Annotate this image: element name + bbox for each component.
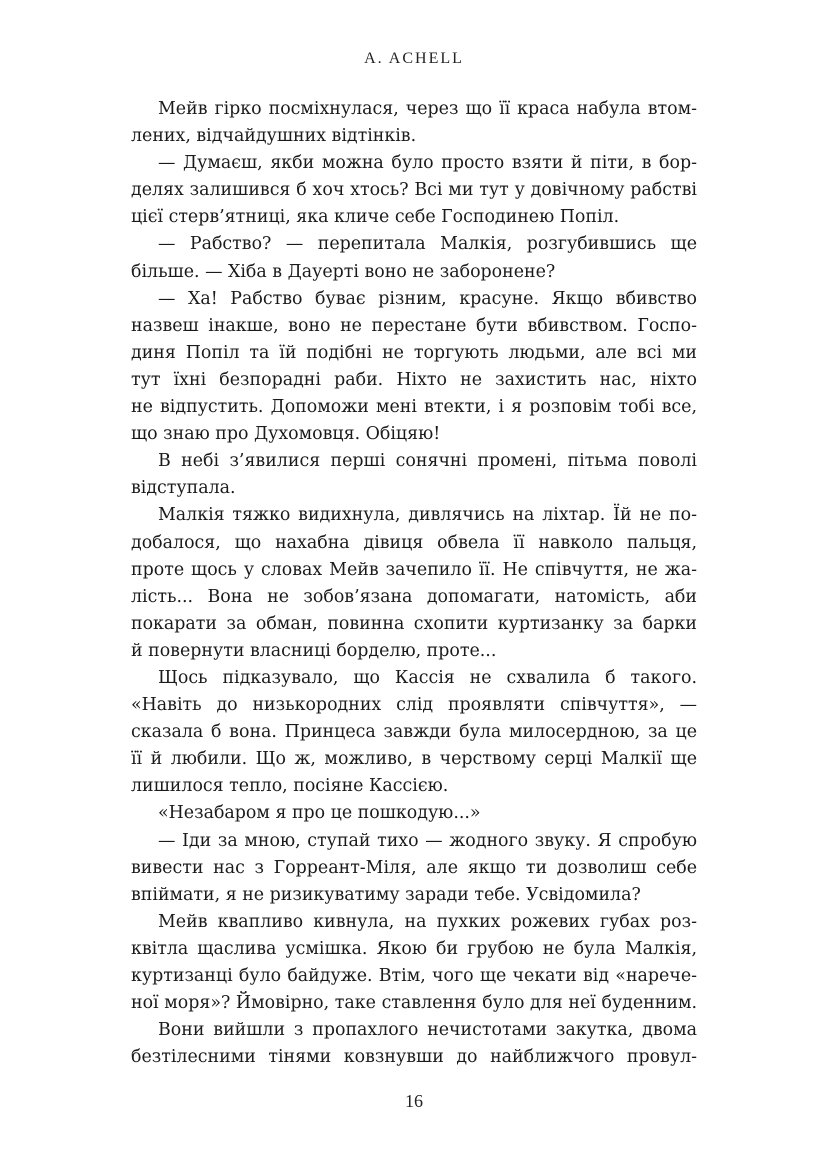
text-line: «Навіть до низькородних слід проявляти співчуття», — (131, 695, 697, 716)
text-line: Щось підказувало, що Кассія не схвалила б такого. (158, 667, 697, 688)
text-line: назвеш інакше, воно не перестане бути вбивством. Госпо- (131, 315, 697, 336)
text-line: Мейв квапливо кивнула, на пухких рожевих губах роз- (158, 911, 697, 932)
text-line: покарати за обман, повинна схопити куртизанку за барки (131, 613, 697, 634)
text-line: впіймати, я не ризикуватиму заради тебе. Усвідомила? (131, 884, 641, 905)
text-line: цієї стерв’ятниці, яка кличе себе Господинею Попіл. (131, 207, 620, 228)
text-line: Мейв гірко посміхнулася, через що її краса набула втом- (158, 99, 697, 119)
text-line: — Думаєш, якби можна було просто взяти й піти, в бор- (158, 153, 697, 174)
text-line: лишилося тепло, посіяне Кассією. (131, 776, 449, 797)
text-line: — Іди за мною, ступай тихо — жодного звуку. Я спробую (158, 830, 697, 851)
text-line: безтілесними тінями ковзнувши до найближчого провул- (131, 1047, 697, 1068)
text-line: добалося, що нахабна дівиця обвела її навколо пальця, (131, 532, 697, 553)
text-line: Вони вийшли з пропахлого нечистотами закутка, двома (158, 1020, 697, 1041)
text-line: вивести нас з Горреант-Міля, але якщо ти дозволиш себе (131, 857, 697, 878)
text-line: сказала б вона. Принцеса завжди була милосердною, за це (131, 722, 697, 743)
text-line: куртизанці було байдуже. Втім, чого ще чекати від «нарече- (131, 966, 697, 986)
text-line: не відпустить. Допоможи мені втекти, і я розповім тобі все, (131, 397, 697, 418)
text-line: лених, відчайдушних відтінків. (131, 126, 417, 147)
text-line: тут їхні безпорадні раби. Ніхто не захистить нас, ніхто (131, 369, 697, 390)
text-line: відступала. (131, 478, 236, 499)
running-head: A. ACHELL (364, 50, 464, 67)
text-line: лість... Вона не зобов’язана допомагати, натомість, аби (131, 586, 697, 607)
text-line: що знаю про Духомовця. Обіцяю! (131, 424, 441, 445)
text-line: делях залишився б хоч хтось? Всі ми тут у довічному рабстві (131, 180, 697, 201)
text-line: — Рабство? — перепитала Малкія, розгубившись ще (158, 234, 697, 255)
page-number: 16 (405, 1091, 423, 1111)
text-line: В небі з’явилися перші сонячні промені, пітьма поволі (158, 451, 697, 472)
text-line: її й любили. Що ж, можливо, в черствому серці Малкії ще (131, 749, 697, 770)
text-line: й повернути власниці борделю, проте... (131, 640, 497, 661)
text-line: квітла щаслива усмішка. Якою би грубою не була Малкія, (131, 938, 697, 959)
text-line: проте щось у словах Мейв зачепило її. Не співчуття, не жа- (131, 559, 697, 580)
text-line: ної моря»? Ймовірно, таке ставлення було для неї буденним. (131, 993, 697, 1014)
text-line: «Незабаром я про це пошкодую...» (158, 803, 481, 824)
text-line: більше. — Хіба в Дауерті воно не заборонене? (131, 261, 556, 282)
body-text (131, 96, 697, 1071)
text-line: диня Попіл та їй подібні не торгують людьми, але всі ми (131, 342, 697, 363)
text-line: Малкія тяжко видихнула, дивлячись на ліхтар. Їй не по- (158, 505, 697, 526)
text-line: — Ха! Рабство буває різним, красуне. Якщо вбивство (158, 288, 697, 309)
